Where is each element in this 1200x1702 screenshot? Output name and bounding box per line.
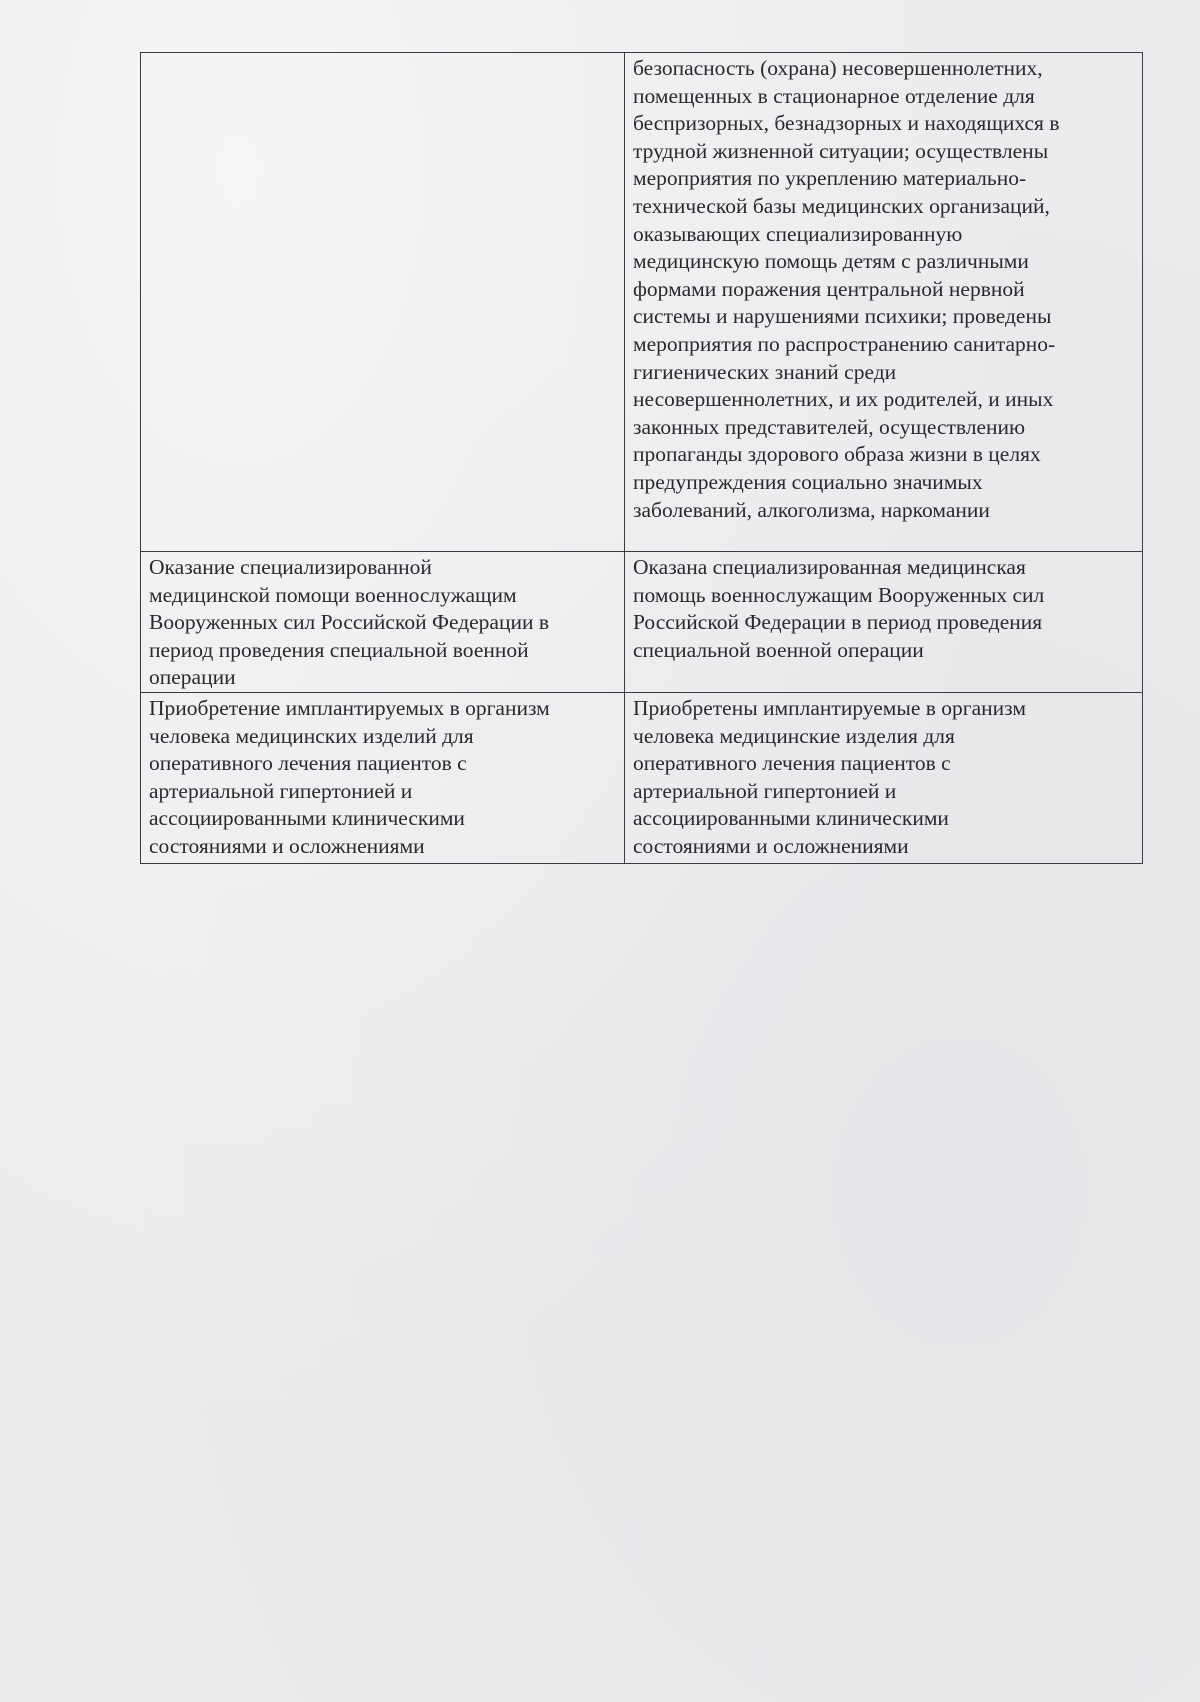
measures-table [140, 52, 1143, 864]
table-row [141, 53, 1143, 552]
table-cell-measure [141, 53, 625, 552]
table-cell-result [625, 552, 1143, 693]
table-cell-result [625, 692, 1143, 863]
cell-text: Оказание специализированной медицинской помощи военнослужащим Вооруженных сил Российской Федерации в период проведения специальной военной операции [149, 555, 550, 690]
cell-text: Оказана специализированная медицинская помощь военнослужащим Вооруженных сил Российской Федерации в период проведения специальной военной операции [633, 555, 1045, 662]
table-row [141, 692, 1143, 863]
table-cell-measure [141, 552, 625, 693]
cell-text: безопасность (охрана) несовершеннолетних, помещенных в стационарное отделение для беспризорных, безнадзорных и находящихся в трудной жизненной ситуации; осуществлены мероприятия по укреплению материально- технической базы медицинских организаций, оказывающих специализированную медицинскую помощь детям с различными формами поражения центральной нервной системы и нарушениями психики; проведены мероприятия по распространению санитарно- гигиенических знаний среди несовершеннолетних, и их родителей, и иных законных представителей, осуществлению пропаганды здорового образа жизни в целях предупреждения социально значимых заболеваний, алкоголизма, наркомании [633, 56, 1060, 522]
table-cell-measure [141, 692, 625, 863]
cell-text: Приобретение имплантируемых в организм человека медицинских изделий для оперативного лечения пациентов с артериальной гипертонией и ассоциированными клиническими состояниями и осложнениями [149, 695, 550, 858]
table-cell-result [625, 53, 1143, 552]
cell-text: Приобретены имплантируемые в организм человека медицинские изделия для оперативного лечения пациентов с артериальной гипертонией и ассоциированными клиническими состояниями и осложнениями [633, 695, 1026, 858]
table-row [141, 552, 1143, 693]
